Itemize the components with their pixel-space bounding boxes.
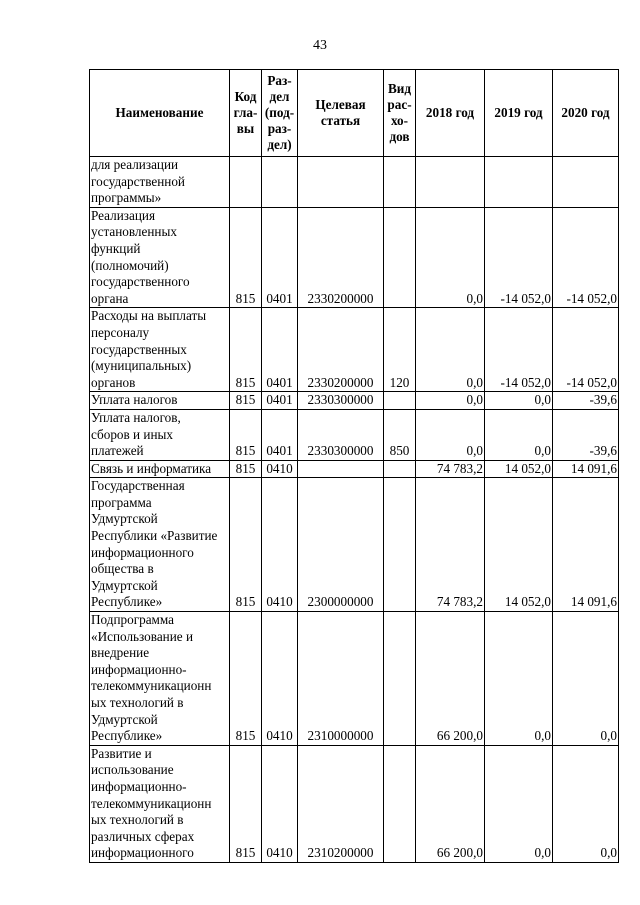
cell-2019: -14 052,0 <box>485 207 553 308</box>
cell-2020: 14 091,6 <box>553 478 619 612</box>
budget-table <box>89 69 619 863</box>
cell-section: 0410 <box>262 612 298 746</box>
cell-2018: 0,0 <box>416 392 485 410</box>
cell-2020: 0,0 <box>553 612 619 746</box>
cell-target <box>298 157 384 208</box>
cell-name: Связь и информатика <box>90 460 230 478</box>
cell-section: 0401 <box>262 308 298 392</box>
cell-section: 0410 <box>262 745 298 862</box>
header-expense-type: Вид рас- хо- дов <box>384 70 416 157</box>
cell-2020: -39,6 <box>553 409 619 460</box>
cell-code: 815 <box>230 460 262 478</box>
cell-2018: 74 783,2 <box>416 478 485 612</box>
cell-2020: -39,6 <box>553 392 619 410</box>
cell-2019 <box>485 157 553 208</box>
table-row <box>90 478 619 612</box>
cell-code: 815 <box>230 612 262 746</box>
cell-code: 815 <box>230 745 262 862</box>
cell-name: Расходы на выплаты персоналу государственных (муниципальных) органов <box>90 308 230 392</box>
cell-expense-type <box>384 392 416 410</box>
cell-expense-type <box>384 478 416 612</box>
cell-name: Государственная программа Удмуртской Республики «Развитие информационного общества в Удмуртской Республике» <box>90 478 230 612</box>
cell-2020: -14 052,0 <box>553 308 619 392</box>
table-row <box>90 308 619 392</box>
header-target: Целевая статья <box>298 70 384 157</box>
cell-2019: -14 052,0 <box>485 308 553 392</box>
cell-2020: 0,0 <box>553 745 619 862</box>
cell-2018: 66 200,0 <box>416 612 485 746</box>
cell-target: 2330300000 <box>298 392 384 410</box>
cell-target: 2310000000 <box>298 612 384 746</box>
cell-target: 2330200000 <box>298 308 384 392</box>
table-row <box>90 157 619 208</box>
cell-2020 <box>553 157 619 208</box>
cell-section: 0401 <box>262 392 298 410</box>
cell-2018 <box>416 157 485 208</box>
table-row <box>90 392 619 410</box>
cell-name: Развитие и использование информационно- телекоммуникационн ых технологий в различных сферах информационного <box>90 745 230 862</box>
table-row <box>90 207 619 308</box>
cell-2019: 0,0 <box>485 409 553 460</box>
cell-name: Уплата налогов, сборов и иных платежей <box>90 409 230 460</box>
cell-expense-type <box>384 157 416 208</box>
cell-2018: 0,0 <box>416 409 485 460</box>
cell-expense-type: 120 <box>384 308 416 392</box>
cell-name: для реализации государственной программы» <box>90 157 230 208</box>
cell-target: 2330300000 <box>298 409 384 460</box>
cell-2018: 66 200,0 <box>416 745 485 862</box>
cell-2019: 0,0 <box>485 392 553 410</box>
cell-2018: 0,0 <box>416 207 485 308</box>
header-code: Код гла- вы <box>230 70 262 157</box>
cell-section: 0401 <box>262 409 298 460</box>
table-row <box>90 612 619 746</box>
cell-2019: 0,0 <box>485 612 553 746</box>
cell-target: 2300000000 <box>298 478 384 612</box>
cell-2020: 14 091,6 <box>553 460 619 478</box>
cell-2020: -14 052,0 <box>553 207 619 308</box>
header-row <box>90 70 619 157</box>
cell-name: Подпрограмма «Использование и внедрение информационно- телекоммуникационн ых технологий в Удмуртской Республике» <box>90 612 230 746</box>
cell-expense-type <box>384 207 416 308</box>
cell-section: 0410 <box>262 478 298 612</box>
cell-2018: 74 783,2 <box>416 460 485 478</box>
page-number: 43 <box>313 38 327 53</box>
cell-name: Реализация установленных функций (полномочий) государственного органа <box>90 207 230 308</box>
cell-code: 815 <box>230 478 262 612</box>
cell-section <box>262 157 298 208</box>
header-name: Наименование <box>90 70 230 157</box>
table-row <box>90 745 619 862</box>
cell-expense-type <box>384 745 416 862</box>
cell-expense-type <box>384 612 416 746</box>
cell-code: 815 <box>230 207 262 308</box>
cell-code: 815 <box>230 409 262 460</box>
cell-target: 2330200000 <box>298 207 384 308</box>
header-2019: 2019 год <box>485 70 553 157</box>
cell-code: 815 <box>230 308 262 392</box>
cell-expense-type: 850 <box>384 409 416 460</box>
cell-section: 0401 <box>262 207 298 308</box>
cell-2019: 14 052,0 <box>485 478 553 612</box>
cell-2019: 0,0 <box>485 745 553 862</box>
cell-2019: 14 052,0 <box>485 460 553 478</box>
table-row <box>90 460 619 478</box>
cell-code: 815 <box>230 392 262 410</box>
cell-name: Уплата налогов <box>90 392 230 410</box>
cell-section: 0410 <box>262 460 298 478</box>
header-2020: 2020 год <box>553 70 619 157</box>
header-section: Раз- дел (под- раз- дел) <box>262 70 298 157</box>
cell-target: 2310200000 <box>298 745 384 862</box>
cell-expense-type <box>384 460 416 478</box>
cell-2018: 0,0 <box>416 308 485 392</box>
header-2018: 2018 год <box>416 70 485 157</box>
cell-code <box>230 157 262 208</box>
cell-target <box>298 460 384 478</box>
table-row <box>90 409 619 460</box>
